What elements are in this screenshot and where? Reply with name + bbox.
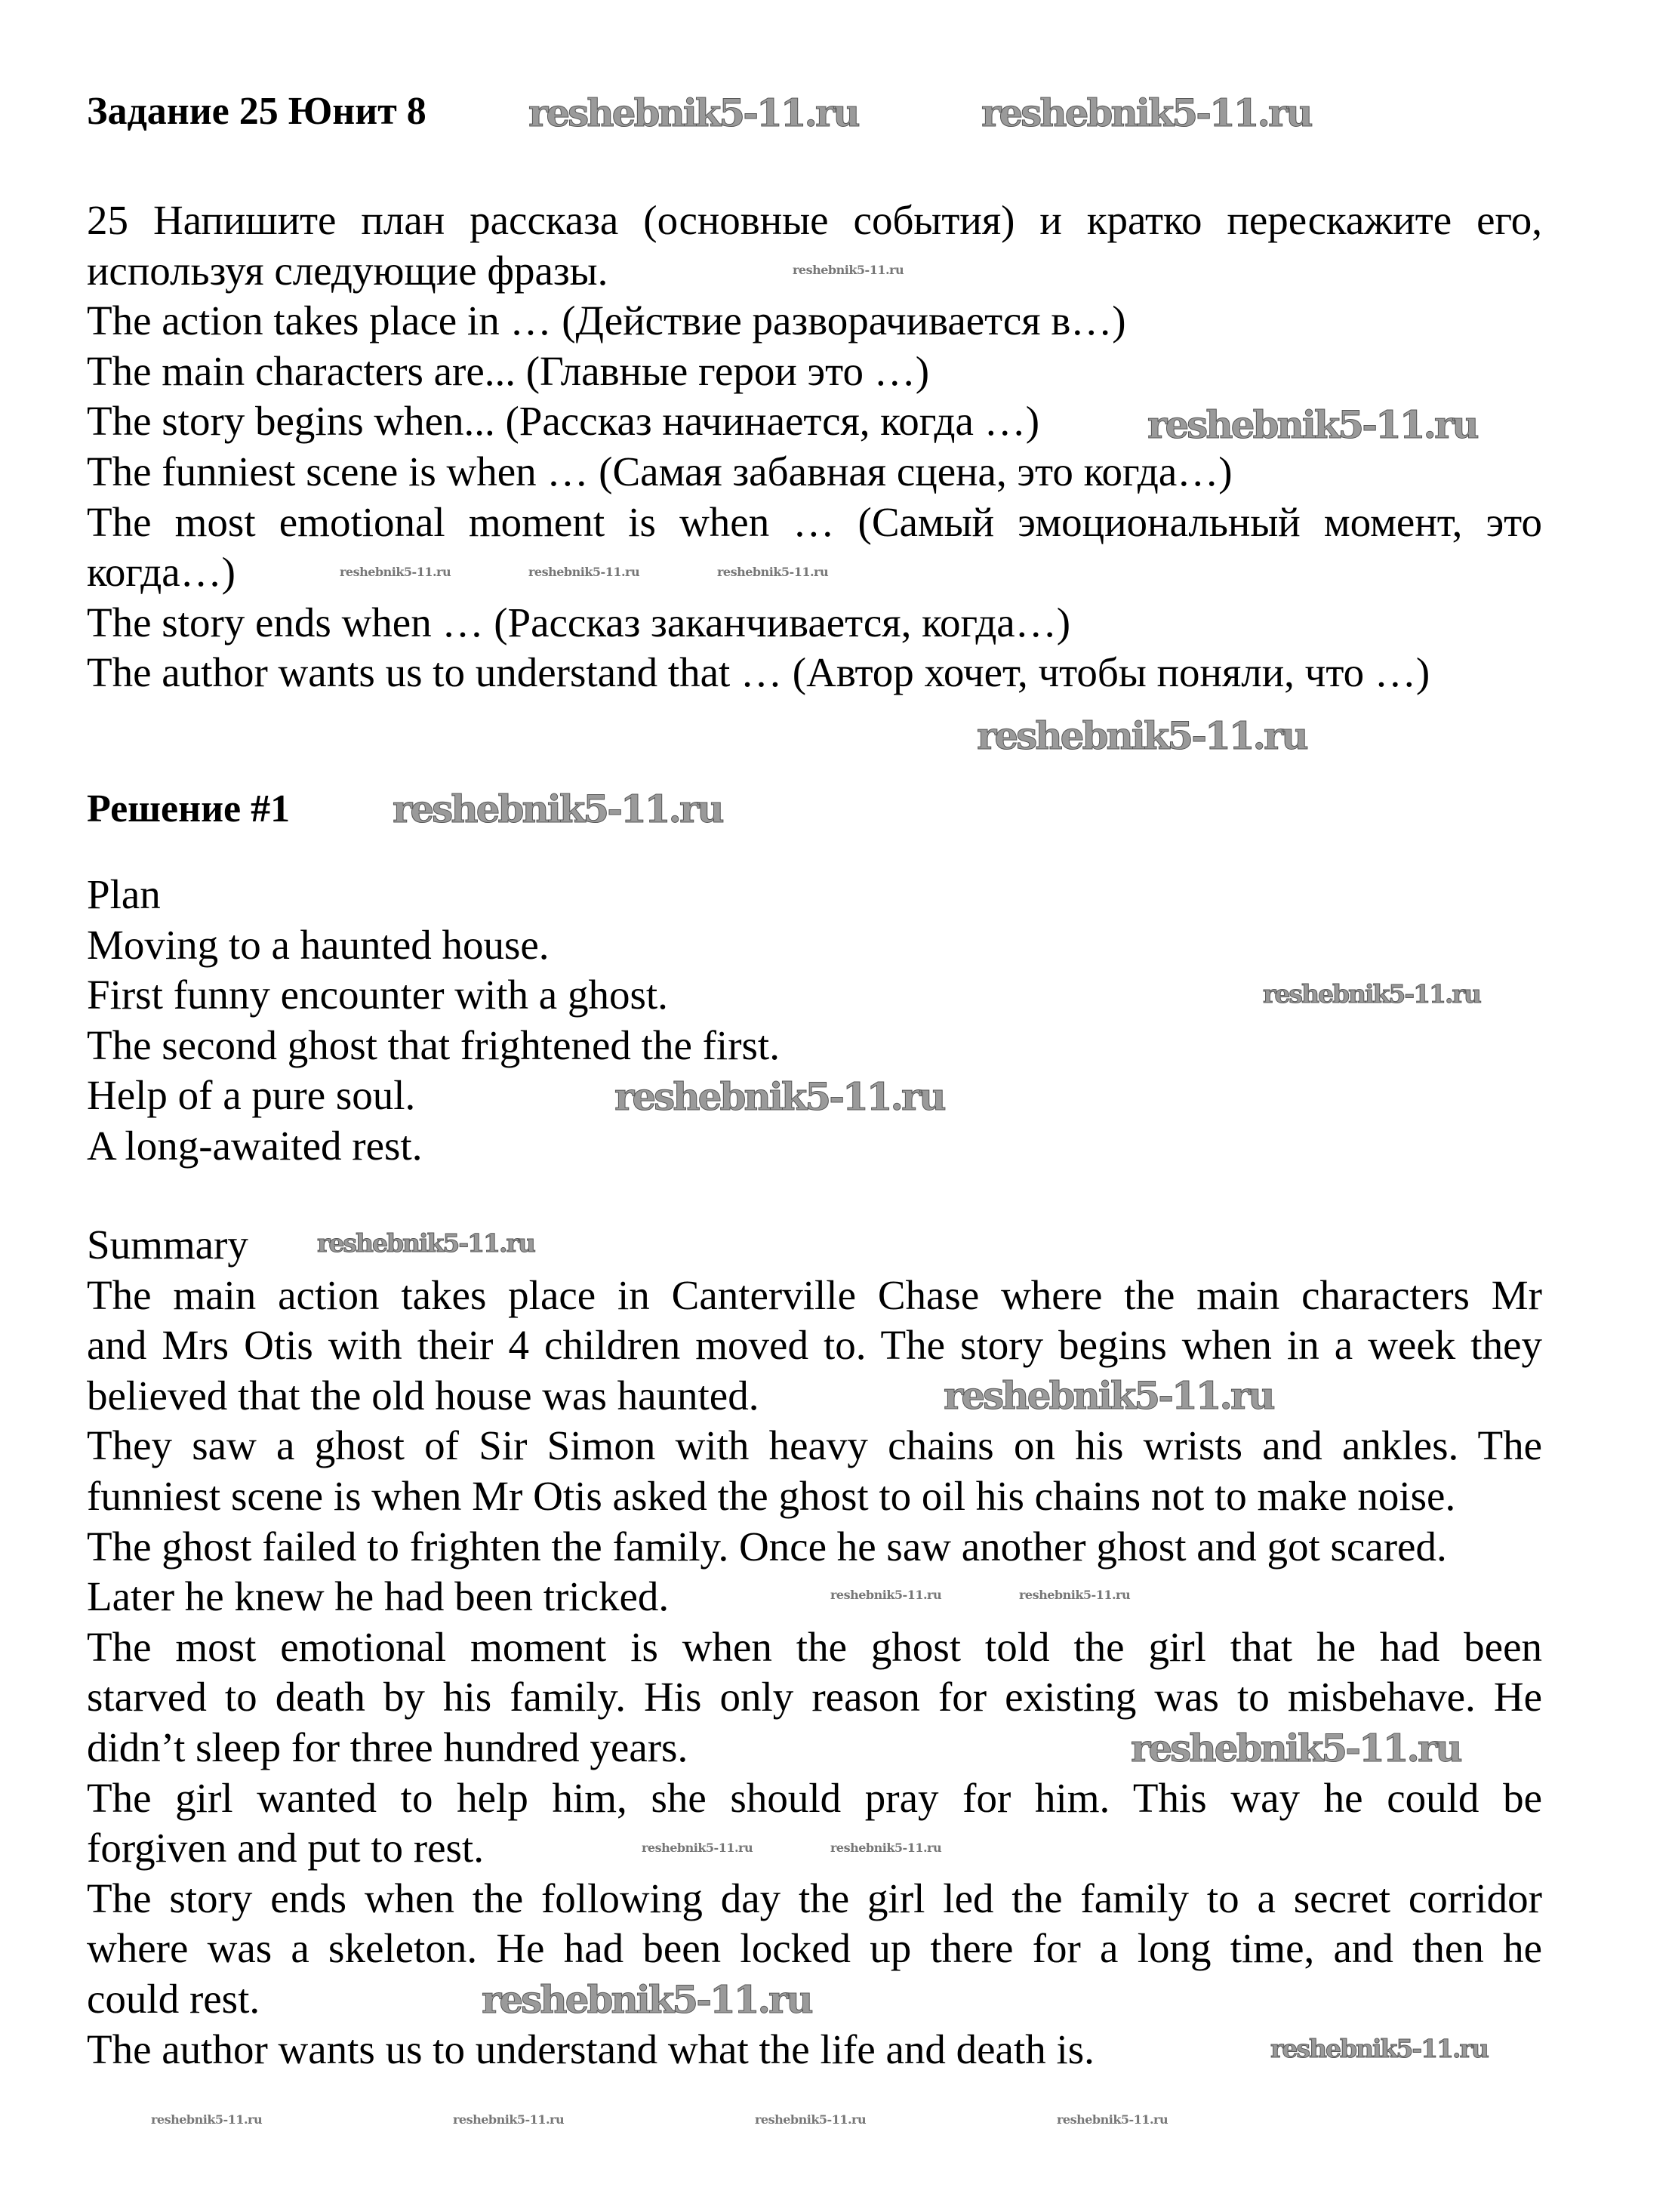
watermark: reshebnik5-11.ru [151,2112,263,2127]
task-line: The action takes place in … (Действие разворачивается в…) [87,297,1126,344]
summary-line: didn’t sleep for three hundred years. [87,1724,688,1770]
summary-line: where was a skeleton. He had been locked up there for a long time, and then he [87,1925,1542,1972]
watermark: reshebnik5-11.ru [1263,979,1480,1009]
plan-line: Help of a pure soul. [87,1072,416,1119]
watermark: reshebnik5-11.ru [340,565,451,579]
task-line: The story ends when … (Рассказ заканчивается, когда…) [87,599,1071,645]
watermark: reshebnik5-11.ru [793,263,904,277]
plan-line: Plan [87,871,161,917]
summary-line: The author wants us to understand what the life and death is. [87,2026,1095,2072]
watermark: reshebnik5-11.ru [528,565,640,579]
plan-line: A long-awaited rest. [87,1122,423,1169]
watermark: reshebnik5-11.ru [1131,1726,1461,1770]
watermark: reshebnik5-11.ru [944,1373,1273,1418]
summary-line: forgiven and put to rest. [87,1825,484,1872]
plan-section [87,870,1542,1172]
plan-line: The second ghost that frightened the first. [87,1021,780,1068]
watermark: reshebnik5-11.ru [1147,402,1477,447]
summary-line: The story ends when the following day the girl led the family to a secret corridor [87,1875,1542,1921]
task-line: The story begins when... (Рассказ начинается, когда …) [87,398,1040,445]
watermark: reshebnik5-11.ru [614,1074,944,1119]
summary-section [87,1220,1542,2075]
task-line: 25 Напишите план рассказа (основные события) и кратко перескажите его, [87,197,1542,243]
summary-line: Summary [87,1222,248,1268]
summary-line: Later he knew he had been tricked. [87,1573,670,1620]
watermark: reshebnik5-11.ru [642,1841,753,1855]
watermark: reshebnik5-11.ru [1057,2112,1168,2127]
summary-line: The most emotional moment is when the ghost told the girl that he had been [87,1623,1542,1670]
task-line: используя следующие фразы. [87,247,608,294]
plan-line: Moving to a haunted house. [87,921,550,968]
summary-line: could rest. [87,1975,260,2022]
plan-line: First funny encounter with a ghost. [87,972,668,1018]
summary-line: starved to death by his family. His only reason for existing was to misbehave. He [87,1674,1542,1721]
summary-line: The main action takes place in Canterville Chase where the main characters Mr [87,1271,1542,1318]
watermark: reshebnik5-11.ru [393,787,722,831]
task-title: Задание 25 Юнит 8 [87,90,426,133]
watermark: reshebnik5-11.ru [453,2112,565,2127]
solution-heading: Решение #1 [87,787,291,830]
summary-line: believed that the old house was haunted. [87,1372,759,1419]
summary-line: They saw a ghost of Sir Simon with heavy chains on his wrists and ankles. The [87,1422,1542,1469]
watermark: reshebnik5-11.ru [981,91,1311,135]
watermark: reshebnik5-11.ru [977,713,1307,758]
watermark: reshebnik5-11.ru [755,2112,867,2127]
watermark: reshebnik5-11.ru [317,1228,534,1258]
summary-line: funniest scene is when Mr Otis asked the ghost to oil his chains not to make noise. [87,1472,1456,1519]
task-line: The author wants us to understand that … (Автор хочет, чтобы поняли, что …) [87,649,1430,696]
watermark: reshebnik5-11.ru [1019,1588,1131,1602]
watermark: reshebnik5-11.ru [528,91,858,135]
watermark: reshebnik5-11.ru [830,1588,942,1602]
summary-line: The girl wanted to help him, she should pray for him. This way he could be [87,1774,1542,1821]
watermark: reshebnik5-11.ru [1270,2034,1488,2063]
summary-line: and Mrs Otis with their 4 children moved to. The story begins when in a week they [87,1322,1542,1369]
watermark: reshebnik5-11.ru [830,1841,942,1855]
watermark: reshebnik5-11.ru [717,565,829,579]
task-line: The most emotional moment is when … (Самый эмоциональный момент, это [87,498,1542,545]
task-line: The funniest scene is when … (Самая забавная сцена, это когда…) [87,448,1233,494]
summary-line: The ghost failed to frighten the family. Once he saw another ghost and got scared. [87,1523,1447,1570]
task-line: The main characters are... (Главные герои это …) [87,347,930,394]
watermark: reshebnik5-11.ru [482,1977,811,2022]
task-line: когда…) [87,549,236,596]
